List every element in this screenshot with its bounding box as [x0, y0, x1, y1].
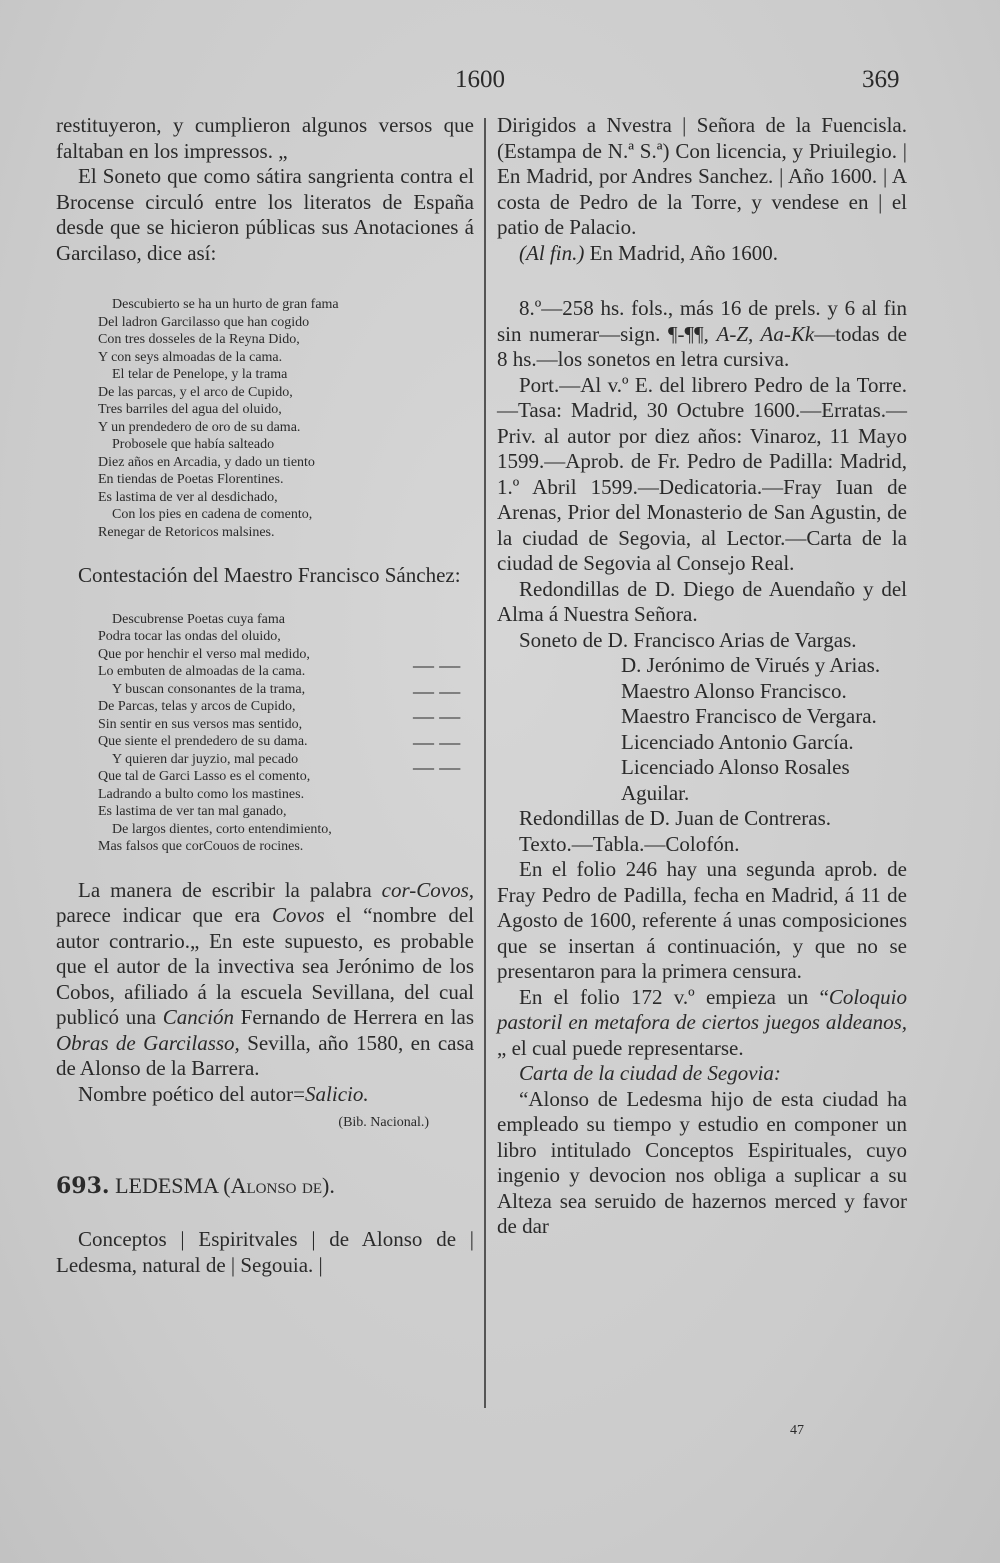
contestacion-heading: Contestación del Maestro Francisco Sánchez: [78, 563, 461, 587]
poem-line: Y un prendedero de oro de su dama. [98, 419, 301, 435]
poem-line: Renegar de Retoricos malsines. [98, 524, 275, 540]
soneto-entry: — — Maestro Francisco de Vergara. [413, 704, 877, 728]
colophon-line: (Al fin.) En Madrid, Año 1600. [519, 240, 778, 265]
running-header-year: 1600 [455, 66, 505, 93]
column-rule [484, 118, 486, 1408]
entry-surname: LEDESMA [115, 1173, 218, 1198]
carta-text: “Alonso de Ledesma hijo de esta ciudad ha empleado su tiempo y estudio en componer un libro intitulado Conceptos Espirituales, cuyo ingenio y devocion nos obliga a suplicar a su Alteza sea seruido de hazernos merced y favor de dar [497, 1086, 907, 1238]
poem-line: Y con seys almoadas de la cama. [98, 349, 283, 365]
poem-line: De Parcas, telas y arcos de Cupido, [98, 699, 296, 714]
poem-line: Tres barriles del agua del oluido, [98, 402, 282, 417]
page-number: 369 [862, 66, 900, 93]
intro-paragraph: restituyeron, y cumplieron algunos versos que faltaban en los impressos. „ [56, 113, 474, 163]
poem-line: Ladrando a bulto como los mastines. [98, 786, 305, 802]
reply-sonnet [56, 611, 474, 856]
folio-172-note: En el folio 172 v.º empieza un “Coloquio pastoril en metafora de ciertos juegos aldeanos,„ el cual puede representarse. [497, 984, 907, 1060]
poem-line: Mas falsos que corCouos de rocines. [98, 839, 304, 854]
poem-line: Descubrense Poetas cuya fama [112, 611, 285, 627]
soneto-intro: El Soneto que como sátira sangrienta contra el Brocense circuló entre los literatos de España desde que se hicieron públicas sus Anotaciones á Garcilaso, dice así: [56, 164, 474, 265]
poem-line: Que tal de Garci Lasso es el comento, [98, 769, 311, 784]
soneto-entry: — — Maestro Alonso Francisco. [413, 678, 847, 703]
right-column [413, 113, 907, 1240]
soneto-entry: — — Licenciado Alonso Rosales Aguilar. [413, 755, 850, 805]
poem-line: Diez años en Arcadia, y dado un tiento [98, 454, 315, 470]
poem-line: Y buscan consonantes de la trama, [112, 681, 306, 697]
poem-line: En tiendas de Poetas Florentines. [98, 472, 284, 487]
redondillas-auendano: Redondillas de D. Diego de Auendaño y del Alma á Nuestra Señora. [497, 576, 907, 626]
entry-heading [56, 1173, 474, 1199]
entry-number: 693. [56, 1173, 110, 1199]
redondillas-contreras: Redondillas de D. Juan de Contreras. [519, 806, 832, 830]
left-column [56, 113, 474, 1278]
poem-line: Del ladron Garcilasso que han cogido [98, 314, 310, 330]
poem-line: De las parcas, y el arco de Cupido, [98, 384, 293, 400]
poem-line: Es lastima de ver tan mal ganado, [98, 804, 287, 819]
physical-description: 8.º—258 hs. fols., más 16 de prels. y 6 al fin sin numerar—sign. ¶-¶¶, A-Z, Aa-Kk—todas de 8 hs.—los sonetos en letra cursiva. [497, 296, 907, 371]
soneto-entry: — — D. Jerónimo de Virués y Arias. [413, 653, 881, 677]
soneto-entry: Soneto de D. Francisco Arias de Vargas. [519, 627, 857, 652]
poem-line: Podra tocar las ondas del oluido, [98, 629, 281, 644]
source-note: (Bib. Nacional.) [338, 1115, 429, 1130]
manera-paragraph: La manera de escribir la palabra cor-Covos, parece indicar que era Covos el “nombre del autor contrario.„ En este supuesto, es probable que el autor de la invectiva sea Jerónimo de los Cobos, afiliado á la escuela Sevillana, del cual publicó una Canción Fernando de Herrera en las Obras de Garcilasso, Sevilla, año 1580, en casa de Alonso de la Barrera. [56, 877, 475, 1080]
book-title-continued: Dirigidos a Nvestra | Señora de la Fuencisla. (Estampa de N.ª S.ª) Con licencia, y Priuilegio. | En Madrid, por Andres Sanchez. | Año 1600. | A costa de Pedro de la Torre, y vendese en | el patio de Palacio. [497, 113, 907, 239]
soneto-entry: — — Licenciado Antonio García. [413, 729, 854, 754]
preliminaries: Port.—Al v.º E. del librero Pedro de la Torre.—Tasa: Madrid, 30 Octubre 1600.—Erratas.—Priv. al autor por diez años: Vinaroz, 11 Mayo 1599.—Aprob. de Fr. Pedro de Padilla: Madrid, 1.º Abril 1599.—Dedicatoria.—Fray Iuan de Arenas, Prior del Monasterio de San Agustin, de la ciudad de Segovia, al Lector.—Carta de la ciudad de Segovia al Consejo Real. [497, 372, 907, 575]
folio-246-note: En el folio 246 hay una segunda aprob. de Fray Pedro de Padilla, fecha en Madrid, á 11 de Agosto de 1600, referente á unas composiciones que se insertan á continuación, y que no se presentaron para la primera censura. [497, 857, 907, 983]
book-title-start: Conceptos | Espiritvales | de Alonso de | Ledesma, natural de | Segouia. | [56, 1227, 474, 1277]
poem-line: De largos dientes, corto entendimiento, [112, 821, 332, 837]
poem-line: Lo embuten de almoadas de la cama. [98, 664, 306, 679]
poetic-name: Nombre poético del autor=Salicio. [78, 1081, 369, 1106]
poem-line: Y quieren dar juyzio, mal pecado [112, 751, 299, 767]
satire-sonnet [56, 296, 474, 541]
carta-title: Carta de la ciudad de Segovia: [519, 1061, 781, 1085]
texto-line: Texto.—Tabla.—Colofón. [519, 831, 740, 856]
poem-line: Que siente el prendedero de su dama. [98, 734, 308, 749]
entry-given-name: (Alonso de). [223, 1173, 335, 1198]
poem-line: El telar de Penelope, y la trama [112, 367, 288, 382]
poem-line: Con los pies en cadena de comento, [112, 507, 313, 522]
poem-line: Probosele que había salteado [112, 437, 275, 452]
poem-line: Que por henchir el verso mal medido, [98, 646, 310, 662]
signature-mark: 47 [790, 1423, 804, 1438]
poem-line: Descubierto se ha un hurto de gran fama [112, 297, 339, 312]
soneto-list [413, 627, 907, 807]
poem-line: Sin sentir en sus versos mas sentido, [98, 716, 303, 732]
poem-line: Es lastima de ver al desdichado, [98, 489, 278, 505]
poem-line: Con tres dosseles de la Reyna Dido, [98, 332, 300, 347]
